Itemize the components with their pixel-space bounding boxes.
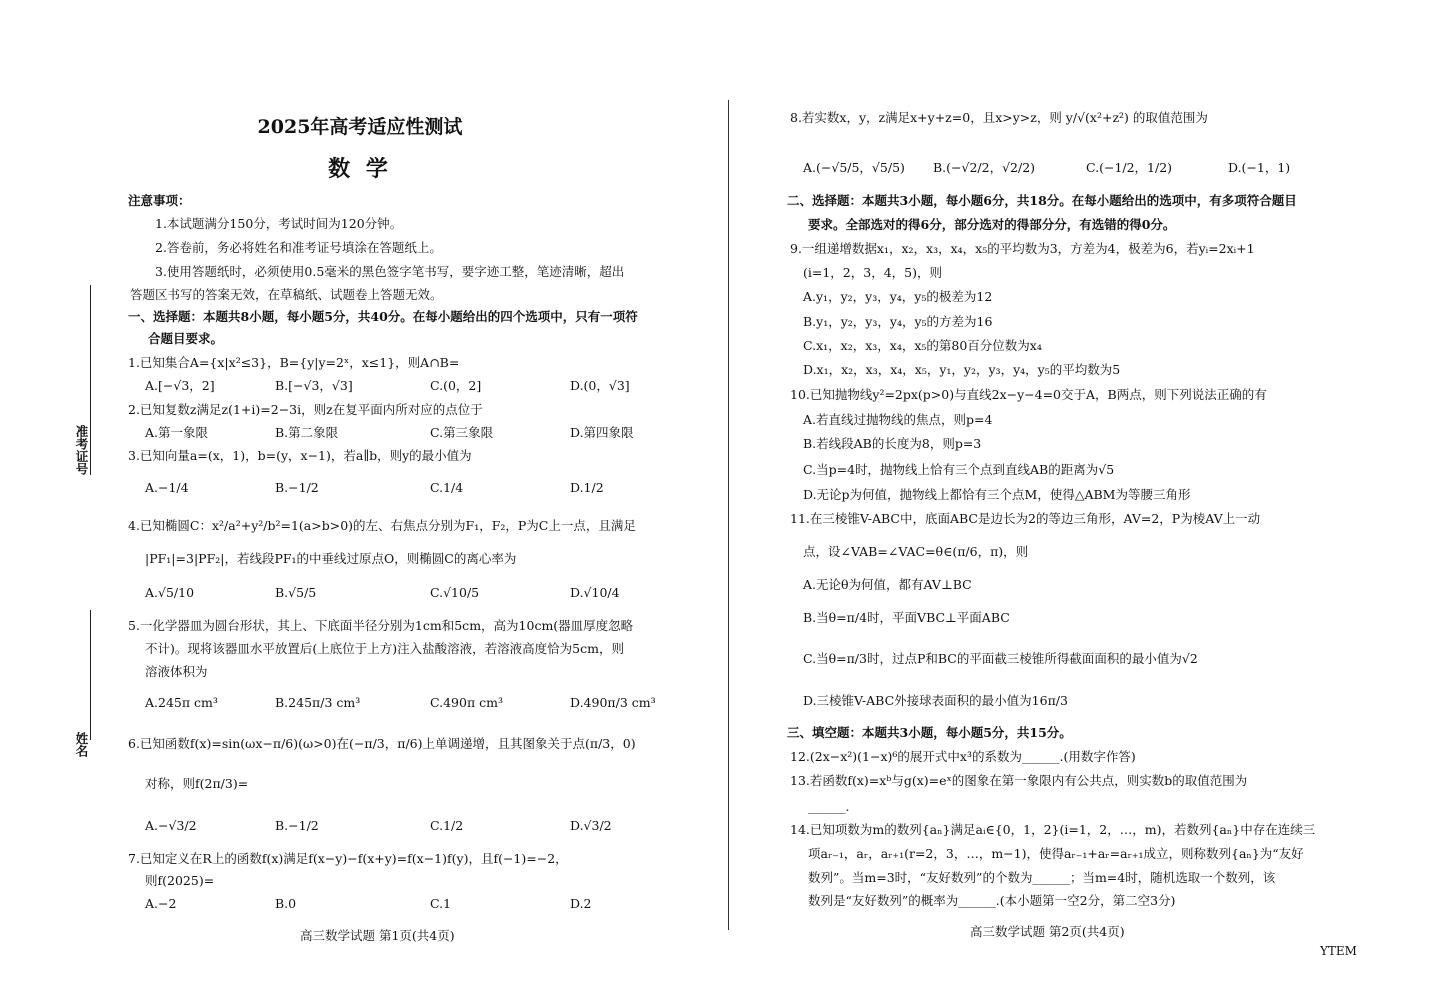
section1-header: 一、选择题：本题共8小题，每小题5分，共40分。在每小题给出的四个选项中，只有一项符 (128, 309, 638, 324)
q4-stem-cont: |PF₁|=3|PF₂|，若线段PF₁的中垂线过原点O，则椭圆C的离心率为 (145, 551, 517, 566)
q3-option-a: A.−1/4 (145, 480, 189, 495)
q6-option-d: D.√3/2 (570, 818, 612, 833)
q8-stem: 8.若实数x，y，z满足x+y+z=0，且x>y>z，则 y/√(x²+z²) 的取值范围为 (790, 110, 1208, 125)
q6-option-b: B.−1/2 (275, 818, 319, 833)
exam-title: 2025年高考适应性测试 (257, 116, 463, 138)
q1-option-a: A.[−√3，2] (145, 378, 215, 393)
footer-page-1: 高三数学试题 第1页(共4页) (300, 928, 455, 943)
q4-option-a: A.√5/10 (145, 585, 195, 600)
q8-option-a: A.(−√5/5，√5/5) (803, 160, 905, 175)
q10-option-b: B.若线段AB的长度为8，则p=3 (803, 436, 982, 451)
q4-option-b: B.√5/5 (275, 585, 317, 600)
q3-option-d: D.1/2 (570, 480, 604, 495)
q14-stem-cont3: 数列是“友好数列”的概率为______.(本小题第一空2分，第二空3分) (808, 893, 1176, 908)
q7-option-d: D.2 (570, 896, 592, 911)
q10-option-c: C.当p=4时，抛物线上恰有三个点到直线AB的距离为√5 (803, 462, 1115, 477)
side-label-exam-number: 准考证号 (74, 425, 89, 475)
side-label-name: 姓名 (74, 732, 89, 757)
q6-option-a: A.−√3/2 (145, 818, 197, 833)
q11-option-c: C.当θ=π/3时，过点P和BC的平面截三棱锥所得截面面积的最小值为√2 (803, 651, 1198, 666)
q5-stem-cont2: 溶液体积为 (145, 664, 208, 679)
q9-option-d: D.x₁，x₂，x₃，x₄，x₅，y₁，y₂，y₃，y₄，y₅的平均数为5 (803, 362, 1121, 377)
note-3-cont: 答题区书写的答案无效，在草稿纸、试题卷上答题无效。 (130, 287, 443, 302)
q8-option-c: C.(−1/2，1/2) (1086, 160, 1173, 175)
section1-header-cont: 合题目要求。 (148, 331, 224, 346)
notes-title: 注意事项： (128, 193, 191, 208)
q10-option-a: A.若直线过抛物线的焦点，则p=4 (803, 412, 993, 427)
q5-option-c: C.490π cm³ (430, 695, 504, 710)
q2-option-a: A.第一象限 (145, 425, 209, 440)
q5-stem-cont: 不计)。现将该器皿水平放置后(上底位于上方)注入盐酸溶液，若溶液高度恰为5cm，则 (145, 641, 624, 656)
q9-stem: 9.一组递增数据x₁，x₂，x₃，x₄，x₅的平均数为3，方差为4，极差为6，若yᵢ=2xᵢ+1 (790, 241, 1255, 256)
q1-stem: 1.已知集合A={x|x²≤3}，B={y|y=2ˣ，x≤1}，则A∩B= (128, 355, 460, 370)
section2-header-cont: 要求。全部选对的得6分，部分选对的得部分分，有选错的得0分。 (808, 217, 1176, 232)
q1-option-c: C.(0，2] (430, 378, 482, 393)
q9-stem-cont: (i=1，2，3，4，5)，则 (803, 265, 942, 280)
q2-option-d: D.第四象限 (570, 425, 634, 440)
q9-option-c: C.x₁，x₂，x₃，x₄，x₅的第80百分位数为x₄ (803, 338, 1042, 353)
q2-stem: 2.已知复数z满足z(1+i)=2−3i，则z在复平面内所对应的点位于 (128, 402, 483, 417)
q13-stem: 13.若函数f(x)=xᵇ与g(x)=eˣ的图象在第一象限内有公共点，则实数b的取值范围为 (790, 773, 1248, 788)
q14-stem-cont: 项aᵣ₋₁，aᵣ，aᵣ₊₁(r=2，3，…，m−1)，使得aᵣ₋₁+aᵣ=aᵣ₊₁成立，则称数列{aₙ}为“友好 (808, 846, 1304, 861)
q10-option-d: D.无论p为何值，抛物线上都恰有三个点M，使得△ABM为等腰三角形 (803, 487, 1191, 502)
q1-option-d: D.(0，√3] (570, 378, 630, 393)
q5-option-b: B.245π/3 cm³ (275, 695, 361, 710)
q11-stem-cont: 点，设∠VAB=∠VAC=θ∈(π/6，π)，则 (803, 544, 1029, 559)
exam-subject: 数 学 (328, 156, 392, 182)
note-1: 1.本试题满分150分，考试时间为120分钟。 (155, 216, 403, 231)
q11-stem: 11.在三棱锥V-ABC中，底面ABC是边长为2的等边三角形，AV=2，P为棱AV上一动 (790, 511, 1261, 526)
q14-stem-cont2: 数列”。当m=3时，“友好数列”的个数为______；当m=4时，随机选取一个数列，该 (808, 870, 1276, 885)
q13-blank: ______. (808, 799, 850, 814)
q10-stem: 10.已知抛物线y²=2px(p>0)与直线2x−y−4=0交于A，B两点，则下列说法正确的有 (790, 387, 1267, 402)
q4-option-d: D.√10/4 (570, 585, 620, 600)
q7-option-c: C.1 (430, 896, 452, 911)
q4-stem: 4.已知椭圆C：x²/a²+y²/b²=1(a>b>0)的左、右焦点分别为F₁，F₂，P为C上一点，且满足 (128, 518, 636, 533)
q6-option-c: C.1/2 (430, 818, 464, 833)
q2-option-c: C.第三象限 (430, 425, 494, 440)
q11-option-a: A.无论θ为何值，都有AV⊥BC (803, 577, 972, 592)
note-2: 2.答卷前，务必将姓名和准考证号填涂在答题纸上。 (155, 240, 442, 255)
q6-stem: 6.已知函数f(x)=sin(ωx−π/6)(ω>0)在(−π/3，π/6)上单调递增，且其图象关于点(π/3，0) (128, 736, 636, 751)
q11-option-b: B.当θ=π/4时，平面VBC⊥平面ABC (803, 610, 1010, 625)
q3-option-b: B.−1/2 (275, 480, 319, 495)
note-3: 3.使用答题纸时，必须使用0.5毫米的黑色签字笔书写，要字迹工整，笔迹清晰，超出 (155, 264, 625, 279)
q6-stem-cont: 对称，则f(2π/3)= (145, 776, 249, 791)
q7-stem-cont: 则f(2025)= (145, 873, 215, 888)
footer-code: YTEM (1320, 944, 1357, 958)
q3-option-c: C.1/4 (430, 480, 464, 495)
q3-stem: 3.已知向量a=(x，1)，b=(y，x−1)，若a∥b，则y的最小值为 (128, 448, 472, 463)
q7-option-b: B.0 (275, 896, 297, 911)
q7-stem: 7.已知定义在R上的函数f(x)满足f(x−y)−f(x+y)=f(x−1)f(y)，且f(−1)=−2， (128, 851, 568, 866)
q5-option-a: A.245π cm³ (145, 695, 218, 710)
q11-option-d: D.三棱锥V-ABC外接球表面积的最小值为16π/3 (803, 693, 1068, 708)
section2-header: 二、选择题：本题共3小题，每小题6分，共18分。在每小题给出的选项中，有多项符合题目 (787, 193, 1297, 208)
q9-option-b: B.y₁，y₂，y₃，y₄，y₅的方差为16 (803, 314, 993, 329)
q12-stem: 12.(2x−x²)(1−x)⁶的展开式中x³的系数为______.(用数字作答) (790, 749, 1136, 764)
q9-option-a: A.y₁，y₂，y₃，y₄，y₅的极差为12 (803, 289, 993, 304)
q5-stem: 5.一化学器皿为圆台形状，其上、下底面半径分别为1cm和5cm，高为10cm(器皿厚度忽略 (128, 618, 634, 633)
q8-option-b: B.(−√2/2，√2/2) (933, 160, 1036, 175)
q7-option-a: A.−2 (145, 896, 177, 911)
footer-page-2: 高三数学试题 第2页(共4页) (970, 924, 1125, 939)
q14-stem: 14.已知项数为m的数列{aₙ}满足aᵢ∈{0，1，2}(i=1，2，…，m)，若数列{aₙ}中存在连续三 (790, 822, 1316, 837)
q5-option-d: D.490π/3 cm³ (570, 695, 656, 710)
q1-option-b: B.[−√3，√3] (275, 378, 353, 393)
q8-option-d: D.(−1，1) (1228, 160, 1291, 175)
q4-option-c: C.√10/5 (430, 585, 480, 600)
q2-option-b: B.第二象限 (275, 425, 339, 440)
page-divider (728, 100, 729, 930)
section3-header: 三、填空题：本题共3小题，每小题5分，共15分。 (787, 725, 1072, 740)
page-2 (735, 0, 1437, 1002)
